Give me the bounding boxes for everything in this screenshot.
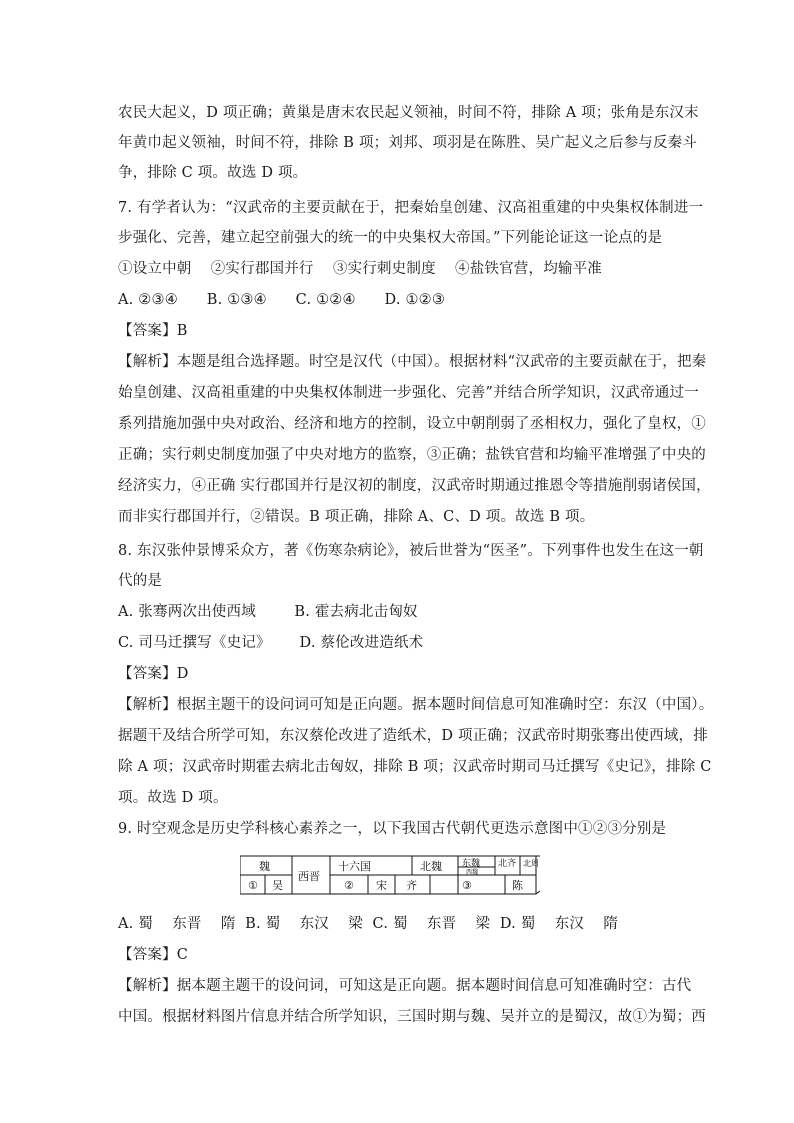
question-9-analysis: 中国。根据材料图片信息并结合所学知识，三国时期与魏、吴并立的是蜀汉，故①为蜀；西 bbox=[118, 1009, 706, 1025]
timeline-label: 北周 bbox=[523, 859, 539, 868]
timeline-label: 吴 bbox=[272, 879, 283, 892]
question-8-analysis: 项。故选 D 项。 bbox=[118, 790, 228, 806]
question-7-analysis: 而非实行郡国并行，②错误。B 项正确，排除 A、C、D 项。故选 B 项。 bbox=[118, 509, 595, 525]
question-8-stem: 8. 东汉张仲景博采众方，著《伤寒杂病论》，被后世誉为“医圣”。下列事件也发生在这一朝 bbox=[118, 543, 704, 559]
timeline-label: 东魏 bbox=[462, 859, 481, 869]
timeline-label: 齐 bbox=[406, 879, 417, 892]
question-9-analysis: 【解析】据本题主题干的设问词，可知这是正向题。据本题时间信息可知准确时空：古代 bbox=[118, 978, 692, 994]
question-8-options: A. 张骞两次出使西域 B. 霍去病北击匈奴 bbox=[118, 604, 418, 620]
timeline-label: 北齐 bbox=[498, 859, 517, 869]
question-9-answer: 【答案】C bbox=[118, 947, 189, 963]
text-line: 争，排除 C 项。故选 D 项。 bbox=[118, 165, 308, 181]
question-7-stem: 7. 有学者认为：“汉武帝的主要贡献在于，把秦始皇创建、汉高祖重建的中央集权体制进一 bbox=[118, 200, 704, 216]
question-7-analysis: 经济实力，④正确 实行郡国并行是汉初的制度，汉武帝时期通过推恩令等措施削弱诸侯国， bbox=[118, 478, 711, 494]
timeline-label: 陈 bbox=[512, 879, 523, 892]
timeline-label: 魏 bbox=[259, 860, 270, 873]
question-8-analysis: 除 A 项；汉武帝时期霍去病北击匈奴，排除 B 项；汉武帝时期司马迁撰写《史记》，排除 C bbox=[118, 759, 712, 775]
question-8-stem: 代的是 bbox=[118, 573, 163, 589]
timeline-label: 十六国 bbox=[338, 860, 371, 873]
text-line: 年黄巾起义领袖，时间不符，排除 B 项；刘邦、项羽是在陈胜、吴广起义之后参与反秦斗 bbox=[118, 135, 698, 151]
timeline-label: 宋 bbox=[376, 879, 387, 892]
question-8-analysis: 【解析】根据主题干的设问词可知是正向题。据本题时间信息可知准确时空：东汉（中国）。 bbox=[118, 697, 714, 713]
question-9-stem: 9. 时空观念是历史学科核心素养之一，以下我国古代朝代更迭示意图中①②③分别是 bbox=[118, 821, 667, 837]
question-7-items: ①设立中朝 ②实行郡国并行 ③实行刺史制度 ④盐铁官营，均输平准 bbox=[118, 261, 603, 277]
timeline-label: ③ bbox=[462, 879, 472, 892]
question-7-analysis: 正确；实行刺史制度加强了中央对地方的监察，③正确；盐铁官营和均输平准增强了中央的 bbox=[118, 447, 706, 463]
question-8-analysis: 据题干及结合所学可知，东汉蔡伦改进了造纸术，D 项正确；汉武帝时期张骞出使西域，排 bbox=[118, 728, 708, 744]
dynasty-timeline-svg bbox=[240, 855, 540, 895]
timeline-label: ② bbox=[344, 879, 354, 892]
question-7-stem: 步强化、完善，建立起空前强大的统一的中央集权大帝国。”下列能论证这一论点的是 bbox=[118, 230, 663, 246]
question-7-options: A. ②③④ B. ①③④ C. ①②④ D. ①②③ bbox=[118, 292, 446, 308]
question-9-options: A. 蜀 东晋 隋 B. 蜀 东汉 梁 C. 蜀 东晋 梁 D. 蜀 东汉 隋 bbox=[118, 916, 619, 932]
dynasty-timeline-diagram bbox=[240, 855, 540, 899]
question-8-options: C. 司马迁撰写《史记》 D. 蔡伦改进造纸术 bbox=[118, 635, 424, 651]
timeline-label: 西晋 bbox=[298, 870, 320, 883]
question-7-analysis: 系列措施加强中央对政治、经济和地方的控制，设立中朝削弱了丞相权力，强化了皇权，① bbox=[118, 416, 706, 432]
timeline-label: 北魏 bbox=[420, 860, 442, 873]
question-7-answer: 【答案】B bbox=[118, 323, 188, 339]
timeline-label: 西魏 bbox=[466, 869, 479, 876]
text-line: 农民大起义，D 项正确；黄巢是唐末农民起义领袖，时间不符，排除 A 项；张角是东汉末 bbox=[118, 105, 699, 121]
question-8-answer: 【答案】D bbox=[118, 666, 189, 682]
question-7-analysis: 始皇创建、汉高祖重建的中央集权体制进一步强化、完善”并结合所学知识，汉武帝通过一 bbox=[118, 385, 699, 401]
timeline-label: ① bbox=[248, 879, 258, 892]
question-7-analysis: 【解析】本题是组合选择题。时空是汉代（中国）。根据材料“汉武帝的主要贡献在于，把秦 bbox=[118, 354, 707, 370]
